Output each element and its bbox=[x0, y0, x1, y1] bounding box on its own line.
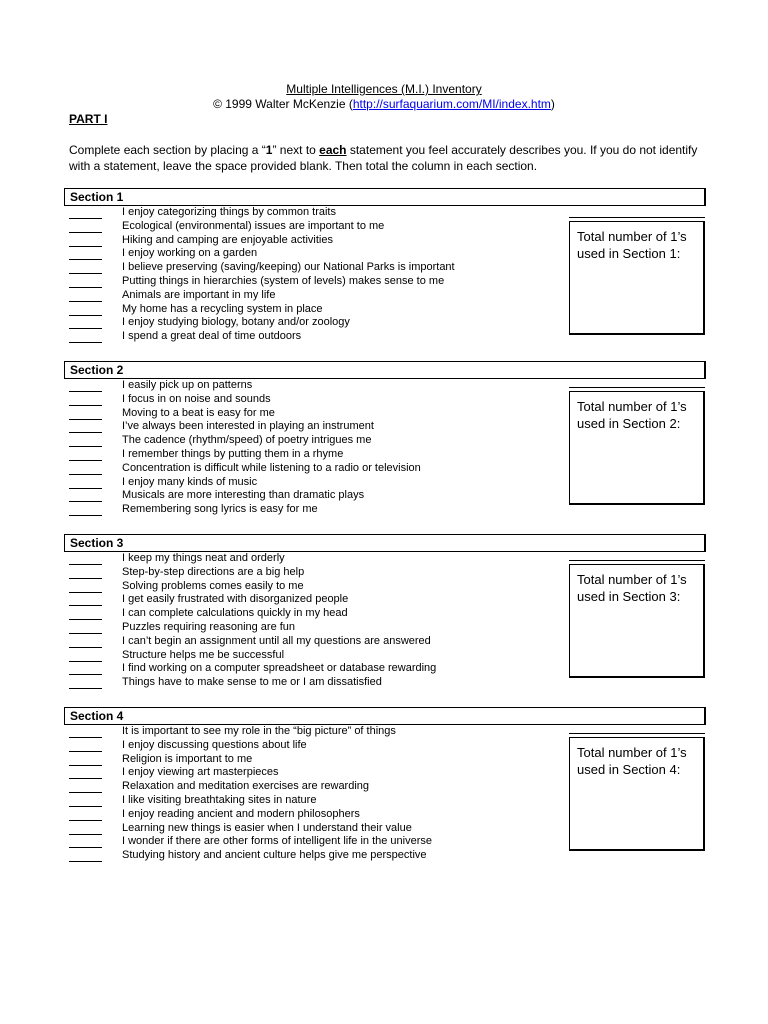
section-total-box[interactable] bbox=[569, 391, 705, 505]
copyright-line: © 1999 Walter McKenzie (http://surfaquarium.com/MI/index.htm) bbox=[213, 97, 555, 111]
statement-text: The cadence (rhythm/speed) of poetry intrigues me bbox=[122, 434, 372, 447]
total-box-top-rule bbox=[569, 733, 705, 734]
statement-text: I believe preserving (saving/keeping) our National Parks is important bbox=[122, 261, 455, 274]
statement-text: Ecological (environmental) issues are important to me bbox=[122, 219, 385, 232]
statement-text: I like visiting breathtaking sites in nature bbox=[122, 793, 317, 806]
section-header: Section 1 bbox=[64, 188, 706, 206]
answer-blank[interactable] bbox=[69, 593, 102, 606]
answer-blank[interactable] bbox=[69, 303, 102, 316]
answer-blank[interactable] bbox=[69, 393, 102, 406]
statement-text: I remember things by putting them in a rhyme bbox=[122, 447, 344, 460]
statement-item bbox=[64, 849, 706, 863]
answer-blank[interactable] bbox=[69, 580, 102, 593]
statement-text: Things have to make sense to me or I am dissatisfied bbox=[122, 676, 382, 689]
statement-text: Studying history and ancient culture helps give me perspective bbox=[122, 849, 427, 862]
statement-text: I enjoy studying biology, botany and/or zoology bbox=[122, 316, 350, 329]
answer-blank[interactable] bbox=[69, 462, 102, 475]
statement-text: I spend a great deal of time outdoors bbox=[122, 330, 302, 343]
answer-blank[interactable] bbox=[69, 275, 102, 288]
section-total-label: Total number of 1’s used in Section 2: bbox=[577, 399, 687, 431]
statement-text: I enjoy discussing questions about life bbox=[122, 738, 307, 751]
answer-blank[interactable] bbox=[69, 739, 102, 752]
statement-text: I enjoy reading ancient and modern philosophers bbox=[122, 807, 360, 820]
section-total-label: Total number of 1’s used in Section 3: bbox=[577, 572, 687, 604]
section-header: Section 3 bbox=[64, 534, 706, 552]
statement-text: Concentration is difficult while listening to a radio or television bbox=[122, 461, 421, 474]
answer-blank[interactable] bbox=[69, 247, 102, 260]
answer-blank[interactable] bbox=[69, 649, 102, 662]
answer-blank[interactable] bbox=[69, 607, 102, 620]
answer-blank[interactable] bbox=[69, 206, 102, 219]
statement-item bbox=[64, 676, 706, 690]
part-label: PART I bbox=[69, 112, 108, 126]
statement-text: Religion is important to me bbox=[122, 752, 253, 765]
answer-blank[interactable] bbox=[69, 621, 102, 634]
answer-blank[interactable] bbox=[69, 503, 102, 516]
answer-blank[interactable] bbox=[69, 407, 102, 420]
statement-text: Step-by-step directions are a big help bbox=[122, 565, 305, 578]
statement-text: I keep my things neat and orderly bbox=[122, 552, 285, 564]
answer-blank[interactable] bbox=[69, 330, 102, 343]
statement-text: I enjoy categorizing things by common traits bbox=[122, 206, 336, 218]
answer-blank[interactable] bbox=[69, 552, 102, 565]
statement-text: I get easily frustrated with disorganized people bbox=[122, 593, 349, 606]
answer-blank[interactable] bbox=[69, 434, 102, 447]
document-title: Multiple Intelligences (M.I.) Inventory bbox=[286, 82, 482, 96]
section-total-box[interactable] bbox=[569, 564, 705, 678]
statement-text: I’ve always been interested in playing an instrument bbox=[122, 420, 374, 433]
statement-text: Musicals are more interesting than dramatic plays bbox=[122, 489, 365, 502]
statement-text: Learning new things is easier when I understand their value bbox=[122, 821, 412, 834]
statement-text: Structure helps me be successful bbox=[122, 648, 285, 661]
section-3 bbox=[64, 534, 706, 690]
statement-text: I enjoy many kinds of music bbox=[122, 475, 258, 488]
instructions: Complete each section by placing a “1” next to each statement you feel accurately describes you. If you do not identify with a statement, leave the space provided blank. Then total the column in each section. bbox=[69, 143, 698, 173]
answer-blank[interactable] bbox=[69, 261, 102, 274]
section-header: Section 4 bbox=[64, 707, 706, 725]
answer-blank[interactable] bbox=[69, 808, 102, 821]
section-2 bbox=[64, 361, 706, 517]
statement-text: Hiking and camping are enjoyable activities bbox=[122, 233, 333, 246]
answer-blank[interactable] bbox=[69, 220, 102, 233]
statement-text: I focus in on noise and sounds bbox=[122, 392, 271, 405]
statement-text: Moving to a beat is easy for me bbox=[122, 406, 275, 419]
answer-blank[interactable] bbox=[69, 822, 102, 835]
answer-blank[interactable] bbox=[69, 753, 102, 766]
answer-blank[interactable] bbox=[69, 234, 102, 247]
statement-text: I enjoy working on a garden bbox=[122, 247, 258, 260]
answer-blank[interactable] bbox=[69, 289, 102, 302]
answer-blank[interactable] bbox=[69, 835, 102, 848]
answer-blank[interactable] bbox=[69, 676, 102, 689]
statement-text: I can complete calculations quickly in my head bbox=[122, 607, 348, 620]
section-1 bbox=[64, 188, 706, 344]
total-box-top-rule bbox=[569, 217, 705, 218]
statement-text: I can’t begin an assignment until all my questions are answered bbox=[122, 634, 431, 647]
statement-item bbox=[64, 503, 706, 517]
answer-blank[interactable] bbox=[69, 725, 102, 738]
answer-blank[interactable] bbox=[69, 635, 102, 648]
section-4 bbox=[64, 707, 706, 863]
answer-blank[interactable] bbox=[69, 780, 102, 793]
section-total-label: Total number of 1’s used in Section 4: bbox=[577, 745, 687, 777]
answer-blank[interactable] bbox=[69, 766, 102, 779]
answer-blank[interactable] bbox=[69, 476, 102, 489]
section-total-label: Total number of 1’s used in Section 1: bbox=[577, 229, 687, 261]
statement-text: Puzzles requiring reasoning are fun bbox=[122, 620, 296, 633]
section-total-box[interactable] bbox=[569, 737, 705, 851]
section-total-box[interactable] bbox=[569, 221, 705, 335]
statement-text: Putting things in hierarchies (system of levels) makes sense to me bbox=[122, 274, 445, 287]
answer-blank[interactable] bbox=[69, 448, 102, 461]
statement-text: Solving problems comes easily to me bbox=[122, 579, 304, 592]
answer-blank[interactable] bbox=[69, 316, 102, 329]
statement-text: Animals are important in my life bbox=[122, 288, 276, 301]
statement-text: It is important to see my role in the “big picture” of things bbox=[122, 725, 396, 737]
answer-blank[interactable] bbox=[69, 420, 102, 433]
statement-text: Remembering song lyrics is easy for me bbox=[122, 503, 318, 516]
statement-text: I wonder if there are other forms of intelligent life in the universe bbox=[122, 835, 432, 848]
statement-text: I enjoy viewing art masterpieces bbox=[122, 766, 279, 779]
statement-text: I find working on a computer spreadsheet or database rewarding bbox=[122, 662, 437, 675]
statement-text: My home has a recycling system in place bbox=[122, 302, 323, 315]
section-header: Section 2 bbox=[64, 361, 706, 379]
answer-blank[interactable] bbox=[69, 849, 102, 862]
answer-blank[interactable] bbox=[69, 566, 102, 579]
answer-blank[interactable] bbox=[69, 379, 102, 392]
statement-text: I easily pick up on patterns bbox=[122, 379, 253, 391]
total-box-top-rule bbox=[569, 560, 705, 561]
source-link[interactable]: http://surfaquarium.com/MI/index.htm bbox=[352, 97, 551, 111]
answer-blank[interactable] bbox=[69, 489, 102, 502]
answer-blank[interactable] bbox=[69, 662, 102, 675]
statement-text: Relaxation and meditation exercises are rewarding bbox=[122, 780, 370, 793]
answer-blank[interactable] bbox=[69, 794, 102, 807]
total-box-top-rule bbox=[569, 387, 705, 388]
